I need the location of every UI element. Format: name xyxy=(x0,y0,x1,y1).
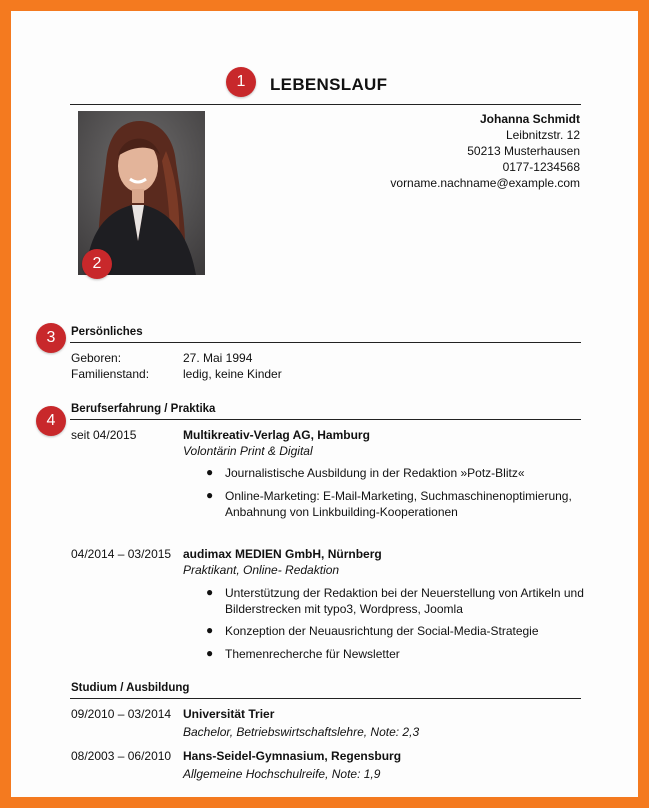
badge-1: 1 xyxy=(226,67,256,97)
contact-block xyxy=(390,111,580,191)
job-bullet: Konzeption der Neuausrichtung der Social-Media-Strategie xyxy=(225,624,539,638)
page-title: LEBENSLAUF xyxy=(270,75,388,94)
job-role: Volontärin Print & Digital xyxy=(183,444,313,458)
section-experience-divider xyxy=(70,419,581,420)
section-education-divider xyxy=(70,698,581,699)
contact-email: vorname.nachname@example.com xyxy=(390,176,580,190)
job-date: 04/2014 – 03/2015 xyxy=(71,547,172,561)
job-bullet: Journalistische Ausbildung in der Redaktion »Potz-Blitz« xyxy=(225,466,525,480)
job-bullet: Themenrecherche für Newsletter xyxy=(225,647,400,661)
badge-3: 3 xyxy=(36,323,66,353)
job-company: audimax MEDIEN GmbH, Nürnberg xyxy=(183,547,382,561)
contact-city: 50213 Musterhausen xyxy=(467,144,580,158)
job-bullet: Unterstützung der Redaktion bei der Neuerstellung von Artikeln und Bilderstrecken mit typo3, Wordpress, Joomla xyxy=(225,586,584,616)
education-date: 09/2010 – 03/2014 xyxy=(71,707,172,721)
section-personal-title: Persönliches xyxy=(71,326,143,338)
born-value: 27. Mai 1994 xyxy=(183,351,253,365)
contact-name: Johanna Schmidt xyxy=(479,112,580,126)
contact-phone: 0177-1234568 xyxy=(502,160,580,174)
education-date: 08/2003 – 06/2010 xyxy=(71,749,172,763)
education-detail: Bachelor, Betriebswirtschaftslehre, Note: 2,3 xyxy=(183,725,420,739)
job-date: seit 04/2015 xyxy=(71,428,137,442)
badge-4: 4 xyxy=(36,406,66,436)
job-company: Multikreativ-Verlag AG, Hamburg xyxy=(183,428,370,442)
education-school: Hans-Seidel-Gymnasium, Regensburg xyxy=(183,749,402,763)
section-personal-divider xyxy=(70,342,581,343)
job-role: Praktikant, Online- Redaktion xyxy=(183,563,340,577)
contact-street: Leibnitzstr. 12 xyxy=(505,128,580,142)
section-experience-title: Berufserfahrung / Praktika xyxy=(71,403,216,415)
badge-2: 2 xyxy=(82,249,112,279)
status-value: ledig, keine Kinder xyxy=(183,367,282,381)
education-school: Universität Trier xyxy=(183,707,275,721)
bullet-icon: ● xyxy=(206,465,214,479)
status-label: Familienstand: xyxy=(71,367,150,381)
bullet-icon: ● xyxy=(206,488,214,502)
bullet-icon: ● xyxy=(206,623,214,637)
born-label: Geboren: xyxy=(71,351,122,365)
education-detail: Allgemeine Hochschulreife, Note: 1,9 xyxy=(183,767,381,781)
bullet-icon: ● xyxy=(206,585,214,599)
job-bullet: Online-Marketing: E-Mail-Marketing, Suchmaschinenoptimierung, Anbahnung von Linkbuilding-Kooperationen xyxy=(225,489,572,519)
title-divider xyxy=(70,104,581,105)
bullet-icon: ● xyxy=(206,646,214,660)
section-education-title: Studium / Ausbildung xyxy=(71,682,190,694)
